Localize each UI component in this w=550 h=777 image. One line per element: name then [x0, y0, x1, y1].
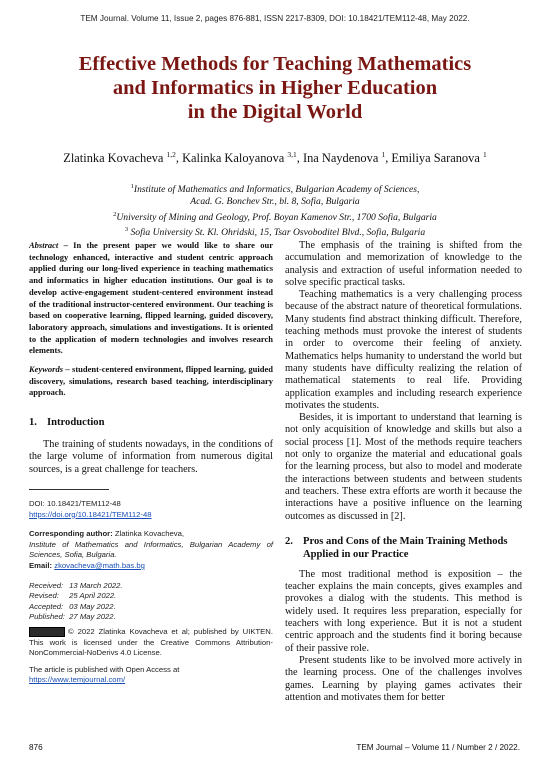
- cc-license-icon: [29, 627, 65, 637]
- affiliation-line: $^1$Institute of Mathematics and Informatics, Bulgarian Academy of Sciences,: [130, 183, 420, 196]
- abstract-text: – In the present paper we would like to share our technology enhanced, interactive and student centric approach applied during our long-lived experience in teaching mathematics and informatics in higher education institutions. Our goal is to develop active-engagement student-centered environment instead of the traditional instructor-centered environment. Our teaching is based on cooperative learning, flipped learning, guided discovery, laboratory approach, simulations and investigations. It is oriented to the application of modern technologies and involves research elements.: [29, 240, 273, 356]
- article-dates: [29, 581, 273, 623]
- intro-paragraph: The training of students nowadays, in the conditions of the large volume of information from numerous digital sources, is a great challenge for teachers.: [29, 439, 273, 475]
- abstract-label: Abstract: [29, 240, 59, 250]
- paper-title: [40, 52, 510, 124]
- affiliation-line: Acad. G. Bonchev Str., bl. 8, Sofia, Bulgaria: [190, 196, 360, 208]
- running-head: TEM Journal. Volume 11, Issue 2, pages 876-881, ISSN 2217-8309, DOI: 10.18421/TEM112-48, May 2022.: [80, 14, 470, 23]
- doi-link[interactable]: https://doi.org/10.18421/TEM112-48: [29, 509, 152, 519]
- author-affil-ref: 1: [381, 150, 386, 159]
- section-heading-pros-cons: [285, 535, 522, 561]
- journal-link[interactable]: https://www.temjournal.com/: [29, 675, 126, 685]
- author-affil-ref: 3,1: [287, 150, 297, 159]
- affiliations: [30, 181, 520, 239]
- section-title: Pros and Cons of the Main Training Methods Applied in our Practice: [303, 535, 508, 560]
- body-paragraph: The most traditional method is exposition – the teacher explains the main concepts, gives examples and provokes a dialog with the students. This method is widely used. It requires less preparation, especially for teachers with long experience. But it is not a student centric approach and the students find it boring because of their passive role.: [285, 568, 522, 654]
- author-name: Ina Naydenova: [302, 151, 379, 166]
- author-name: Zlatinka Kovacheva: [63, 151, 164, 166]
- author-affil-ref: 1: [482, 150, 487, 159]
- open-access-note: [29, 665, 273, 686]
- section-number: 1.: [29, 417, 37, 429]
- left-column: [29, 240, 273, 686]
- license-block: [29, 627, 273, 659]
- abstract: [29, 240, 273, 357]
- keywords-label: Keywords: [29, 364, 63, 375]
- date-row: Revised: 25 April 2022.: [29, 591, 117, 601]
- email-label: Email:: [29, 561, 53, 570]
- journal-footer: TEM Journal – Volume 11 / Number 2 / 2022.: [356, 743, 520, 752]
- corr-label: Corresponding author:: [29, 529, 113, 539]
- keywords-text: – student-centered environment, flipped learning, guided discovery, simulations, research based teaching, interdisciplinary approach.: [29, 364, 273, 398]
- section-heading-introduction: [29, 416, 273, 429]
- corresponding-author: [29, 529, 273, 571]
- body-paragraph: Teaching mathematics is a very challenging process because of the abstract nature of theoretical formulations. Many students find abstract thinking difficult. Therefore, teaching methods must provoke the interest of students in order to overcome their feeling of anxiety. Mathematics helps humanity to understand the world but many students have difficulty realizing the relation of mathematical statements to real life. Providing application examples and including research experience motivates the students.: [285, 289, 522, 411]
- title-line: in the Digital World: [187, 101, 363, 123]
- title-line: and Informatics in Higher Education: [112, 77, 438, 99]
- doi-text: DOI: 10.18421/TEM112-48: [29, 499, 121, 509]
- page-number: 876: [29, 743, 43, 752]
- corr-name: Zlatinka Kovacheva,: [112, 529, 185, 539]
- open-access-text: The article is published with Open Access at: [29, 664, 180, 674]
- author-name: Emiliya Saranova: [391, 151, 480, 166]
- section-title: Introduction: [47, 417, 105, 429]
- body-paragraph: The emphasis of the training is shifted from the accumulation and memorization of knowledge to the analysis and extraction of useful information needed to solve specific practical tasks.: [285, 240, 522, 288]
- author-list: Zlatinka Kovacheva $^{1,2}$, Kalinka Kaloyanova $^{3,1}$, Ina Naydenova $^1$, Emiliya Saranova $^1$: [63, 150, 487, 166]
- doi-block: [29, 499, 273, 520]
- footnote-divider: [29, 489, 109, 490]
- affiliation-line: $^3$ Sofia University St. Kl. Ohridski, 15, Tsar Osvoboditel Blvd., Sofia, Bulgaria: [124, 225, 426, 239]
- affiliation-line: $^2$University of Mining and Geology, Prof. Boyan Kamenov Str., 1700 Sofia, Bulgaria: [113, 210, 437, 223]
- date-row: Received: 13 March 2022.: [29, 580, 123, 590]
- author-name: Kalinka Kaloyanova: [182, 151, 285, 166]
- right-column: [285, 240, 522, 704]
- author-affil-ref: 1,2: [166, 150, 176, 159]
- body-paragraph: Besides, it is important to understand that learning is not only acquisition of knowledge and skills but also a social process [1]. Most of the methods require teachers not only to organize the material and educational goals for the learning process, but also to model and moderate the interactions between students and between students and teachers. These extra efforts are worth it because the interactions have a positive influence on the learning outcomes as discussed in [2].: [285, 412, 522, 522]
- keywords: [29, 364, 273, 399]
- title-line: Effective Methods for Teaching Mathematics: [78, 53, 472, 75]
- date-row: Accepted: 03 May 2022.: [29, 601, 116, 611]
- license-text: © 2022 Zlatinka Kovacheva et al; published by UIKTEN. This work is licensed under the Creative Commons Attribution-NonCommercial-NoDerivs 4.0 License.: [29, 627, 273, 658]
- corr-affiliation: Institute of Mathematics and Informatics, Bulgarian Academy of Sciences, Sofia, Bulgaria.: [29, 539, 273, 560]
- date-row: Published: 27 May 2022.: [29, 612, 116, 622]
- body-paragraph: Present students like to be involved more actively in the learning process. One of the challenges involves games. Learning by playing games activates their attention and motivates them for better: [285, 654, 522, 703]
- section-number: 2.: [285, 535, 293, 547]
- email-link[interactable]: zkovacheva@math.bas.bg: [54, 561, 145, 570]
